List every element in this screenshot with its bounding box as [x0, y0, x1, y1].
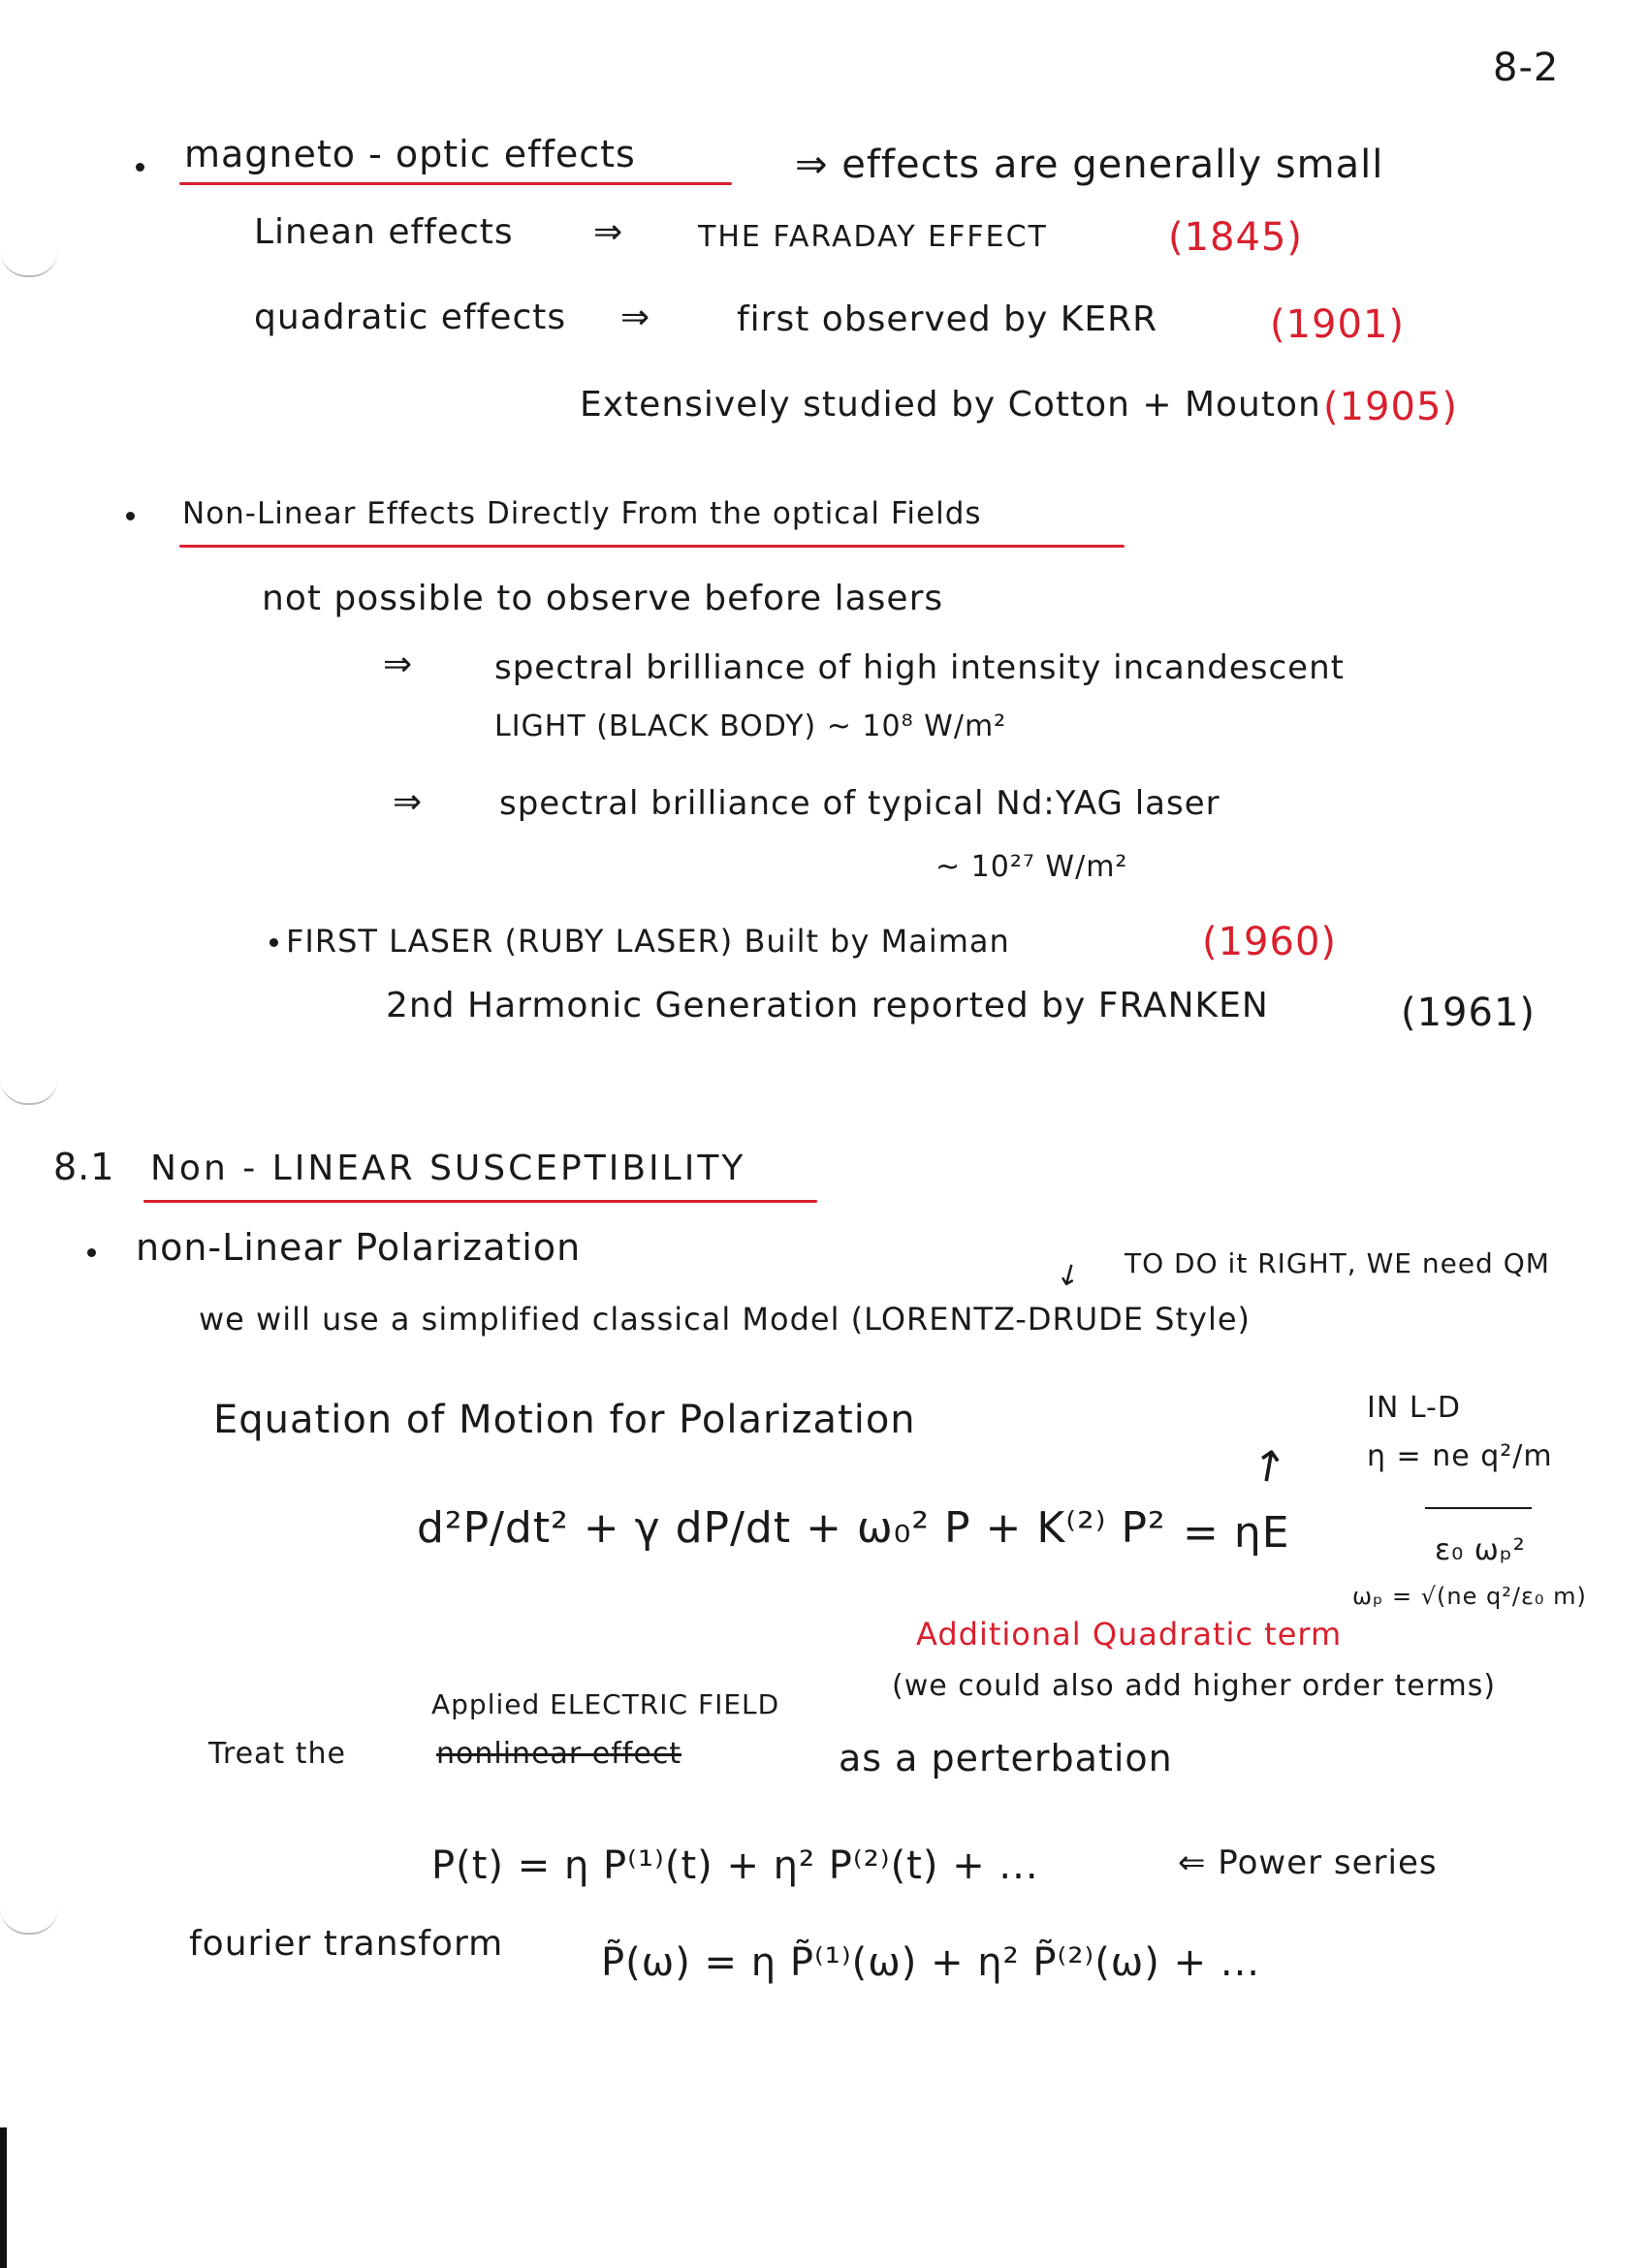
bullet — [126, 512, 135, 520]
section-heading-nonlinear-effects: Non-Linear Effects Directly From the optical Fields — [182, 496, 982, 531]
perturbation-text: as a perterbation — [839, 1737, 1173, 1780]
arrow-icon: ↗ — [1239, 1433, 1298, 1496]
heading-underline — [179, 545, 1125, 548]
power-series-equation: P(t) = η P⁽¹⁾(t) + η² P⁽²⁾(t) + ... — [431, 1843, 1039, 1888]
page-number: 8-2 — [1493, 46, 1560, 90]
equation-of-motion: d²P/dt² + γ dP/dt + ω₀² P + K⁽²⁾ P² — [417, 1503, 1166, 1553]
cotton-mouton-year: (1905) — [1323, 385, 1459, 429]
quadratic-term-note: Additional Quadratic term — [916, 1616, 1343, 1653]
bullet — [136, 163, 144, 172]
ndyag-brilliance-text: spectral brilliance of typical Nd:YAG laser — [499, 784, 1220, 823]
nonlinear-polarization-heading: non-Linear Polarization — [136, 1226, 582, 1269]
not-possible-text: not possible to observe before lasers — [262, 579, 944, 618]
first-laser-text: FIRST LASER (RUBY LASER) Built by Maiman — [286, 923, 1010, 960]
equation-rhs: = ηE — [1183, 1508, 1290, 1558]
kerr-text: first observed by KERR — [737, 299, 1158, 339]
bullet — [269, 938, 278, 947]
lorentz-drude-label: IN L-D — [1367, 1391, 1461, 1425]
ndyag-value: ~ 10²⁷ W/m² — [935, 850, 1128, 884]
section-heading-magneto-optic: magneto - optic effects — [184, 133, 636, 175]
binder-hole-mark — [0, 1907, 58, 1935]
arrow-icon: ⇒ — [620, 298, 651, 337]
kerr-year: (1901) — [1270, 302, 1406, 347]
fraction-bar — [1425, 1507, 1532, 1509]
lorentz-drude-eta: η = ne q²/m — [1367, 1439, 1553, 1473]
arrow-icon: ⇒ — [593, 212, 624, 252]
cotton-mouton-text: Extensively studied by Cotton + Mouton — [580, 385, 1321, 425]
title-underline — [143, 1200, 817, 1203]
applied-field-label: Applied ELECTRIC FIELD — [431, 1688, 780, 1720]
fourier-equation: P̃(ω) = η P̃⁽¹⁾(ω) + η² P̃⁽²⁾(ω) + ... — [601, 1940, 1260, 1985]
treat-text: Treat the — [208, 1737, 346, 1771]
heading-note: ⇒ effects are generally small — [795, 142, 1384, 187]
bullet — [87, 1248, 96, 1257]
incandescent-brilliance-text: spectral brilliance of high intensity incandescent — [494, 648, 1345, 687]
model-line: we will use a simplified classical Model (LORENTZ-DRUDE Style) — [199, 1301, 1252, 1338]
section-title: Non - LINEAR SUSCEPTIBILITY — [150, 1149, 746, 1188]
higher-order-note: (we could also add higher order terms) — [892, 1669, 1497, 1703]
shg-year: (1961) — [1401, 991, 1537, 1035]
section-number: 8.1 — [53, 1146, 115, 1188]
binder-hole-mark — [0, 250, 58, 277]
first-laser-year: (1960) — [1202, 920, 1338, 964]
linear-effects-label: Linean effects — [254, 212, 514, 252]
qm-note: TO DO it RIGHT, WE need QM — [1125, 1247, 1550, 1279]
black-body-text: LIGHT (BLACK BODY) ~ 10⁸ W/m² — [494, 709, 1007, 743]
shg-text: 2nd Harmonic Generation reported by FRANKEN — [386, 986, 1269, 1025]
lorentz-drude-denominator: ε₀ ωₚ² — [1435, 1533, 1526, 1567]
faraday-year: (1845) — [1168, 215, 1304, 260]
faraday-effect: THE FARADAY EFFECT — [698, 220, 1048, 254]
power-series-note: ⇐ Power series — [1178, 1843, 1438, 1882]
heading-underline — [179, 182, 732, 185]
struck-text: nonlinear effect — [436, 1737, 682, 1771]
scan-edge — [0, 2127, 7, 2268]
arrow-icon: ⇒ — [393, 782, 424, 822]
quadratic-effects-label: quadratic effects — [254, 298, 567, 337]
equation-title: Equation of Motion for Polarization — [213, 1398, 916, 1442]
plasma-frequency-def: ωₚ = √(ne q²/ε₀ m) — [1352, 1583, 1587, 1610]
arrow-icon: ↙ — [1049, 1252, 1089, 1296]
binder-hole-mark — [0, 1078, 58, 1105]
fourier-transform-label: fourier transform — [189, 1924, 504, 1964]
arrow-icon: ⇒ — [383, 645, 414, 684]
